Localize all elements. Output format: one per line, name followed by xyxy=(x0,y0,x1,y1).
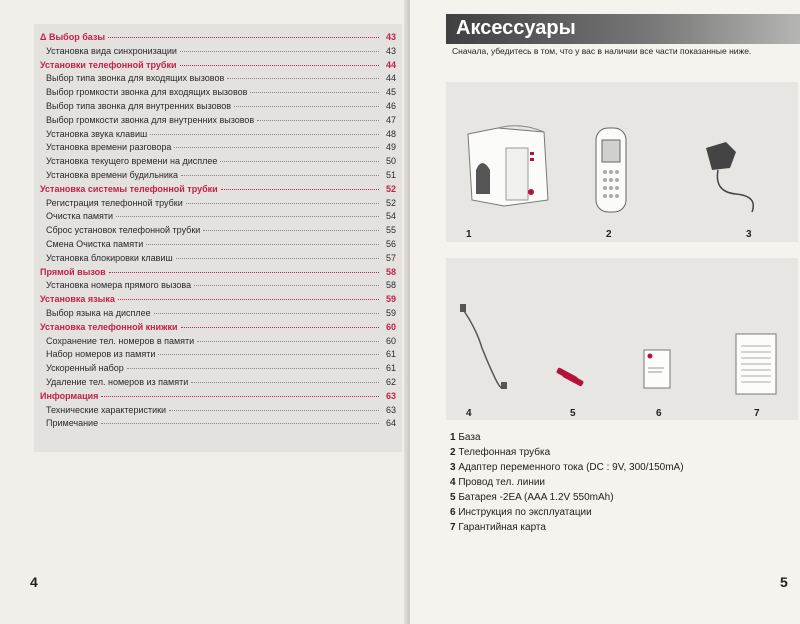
toc-page-number: 52 xyxy=(385,197,396,208)
phone-cord-illustration xyxy=(460,304,507,389)
toc-leader-dots xyxy=(257,120,379,121)
toc-leader-dots xyxy=(127,368,379,369)
right-page xyxy=(410,0,800,624)
toc-leader-dots xyxy=(176,258,379,259)
figure-label-4: 4 xyxy=(466,408,472,419)
figure-label-1: 1 xyxy=(466,229,472,240)
toc-row xyxy=(40,377,396,391)
toc-section-row xyxy=(40,184,396,198)
list-item: 3 Адаптер переменного тока (DC : 9V, 300/150mA) xyxy=(450,462,684,473)
toc-label: Технические характеристики xyxy=(46,404,167,415)
toc-page-number: 43 xyxy=(385,45,396,56)
base-unit-illustration xyxy=(468,126,548,206)
toc-page-number: 47 xyxy=(385,114,396,125)
toc-row xyxy=(40,336,396,350)
accessories-list xyxy=(450,430,684,535)
toc-section-row xyxy=(40,391,396,405)
toc-leader-dots xyxy=(150,134,379,135)
toc-label: Выбор языка на дисплее xyxy=(46,308,151,318)
list-item: 4 Провод тел. линии xyxy=(450,477,546,488)
accessories-figure-top xyxy=(446,82,798,242)
list-item: 6 Инструкция по эксплуатации xyxy=(450,507,592,518)
toc-label: Сброс установок телефонной трубки xyxy=(46,225,201,236)
toc-leader-dots xyxy=(169,410,379,411)
toc-row xyxy=(40,46,396,60)
toc-page-number: 50 xyxy=(385,156,396,167)
toc-section-row xyxy=(40,322,396,336)
toc-row xyxy=(40,253,396,267)
ac-adapter-illustration xyxy=(706,142,753,212)
toc-leader-dots xyxy=(180,65,379,66)
figure-label-5: 5 xyxy=(570,408,576,419)
toc-label: Очистка памяти xyxy=(46,211,114,222)
figure-label-3: 3 xyxy=(746,229,752,240)
toc-leader-dots xyxy=(108,37,379,38)
toc-leader-dots xyxy=(101,423,379,424)
toc-row xyxy=(40,87,396,101)
toc-label: Установка номера прямого вызова xyxy=(46,280,192,291)
toc-row xyxy=(40,170,396,184)
toc-row xyxy=(40,349,396,363)
toc-leader-dots xyxy=(101,396,379,397)
figure-label-7: 7 xyxy=(754,408,760,419)
toc-label: Установка системы телефонной трубки xyxy=(40,183,218,194)
toc-label: Установка текущего времени на дисплее xyxy=(46,156,218,167)
toc-label: Δ Выбор базы xyxy=(40,32,106,42)
toc-label: Установка языка xyxy=(40,294,115,305)
toc-leader-dots xyxy=(194,285,379,286)
batteries-illustration xyxy=(556,367,584,387)
toc-page-number: 64 xyxy=(385,418,396,429)
toc-label: Примечание xyxy=(46,418,99,429)
toc-label: Прямой вызов xyxy=(40,266,106,277)
toc-row xyxy=(40,142,396,156)
toc-row xyxy=(40,73,396,87)
toc-leader-dots xyxy=(146,244,379,245)
toc-label: Смена Очистка памяти xyxy=(46,239,144,249)
toc-label: Регистрация телефонной трубки xyxy=(46,197,183,208)
manual-illustration xyxy=(644,350,670,388)
list-item: 7 Гарантийная карта xyxy=(450,522,546,533)
warranty-card-illustration xyxy=(736,334,776,394)
toc-page-number: 51 xyxy=(385,170,396,180)
toc-row xyxy=(40,211,396,225)
toc-label: Выбор громкости звонка для входящих вызовов xyxy=(46,87,248,98)
toc-label: Удаление тел. номеров из памяти xyxy=(46,377,189,387)
toc-page-number: 44 xyxy=(385,73,396,84)
toc-leader-dots xyxy=(181,175,379,176)
toc-row xyxy=(40,198,396,212)
toc-page-number: 59 xyxy=(385,294,396,305)
toc-leader-dots xyxy=(186,203,379,204)
toc-page-number: 59 xyxy=(385,308,396,318)
toc-label: Ускоренный набор xyxy=(46,363,124,374)
toc-leader-dots xyxy=(250,92,379,93)
toc-page-number: 48 xyxy=(385,128,396,139)
toc-label: Выбор типа звонка для входящих вызовов xyxy=(46,73,225,84)
toc-section-row xyxy=(40,32,396,46)
toc-label: Установки телефонной трубки xyxy=(40,59,177,70)
toc-leader-dots xyxy=(220,161,379,162)
toc-label: Выбор типа звонка для внутренних вызовов xyxy=(46,101,232,111)
toc-page-number: 60 xyxy=(385,321,396,332)
toc-row xyxy=(40,405,396,419)
toc-page-number: 44 xyxy=(385,59,396,70)
left-page-number: 4 xyxy=(30,574,38,590)
toc-page-number: 54 xyxy=(385,211,396,222)
toc-leader-dots xyxy=(118,299,379,300)
toc-row xyxy=(40,280,396,294)
figure-top-drawing xyxy=(446,82,798,242)
toc-section-row xyxy=(40,60,396,74)
toc-page-number: 55 xyxy=(385,225,396,236)
toc-leader-dots xyxy=(158,354,379,355)
figure-label-2: 2 xyxy=(606,229,612,240)
toc-leader-dots xyxy=(191,382,379,383)
toc-row xyxy=(40,308,396,322)
toc-page-number: 63 xyxy=(385,390,396,401)
list-item: 1 База xyxy=(450,432,481,443)
toc-label: Установка блокировки клавиш xyxy=(46,252,173,263)
toc-leader-dots xyxy=(234,106,379,107)
toc-label: Установка времени будильника xyxy=(46,170,179,180)
toc-page-number: 62 xyxy=(385,377,396,387)
toc-leader-dots xyxy=(174,147,379,148)
toc-page-number: 52 xyxy=(385,183,396,194)
toc-row xyxy=(40,156,396,170)
toc-leader-dots xyxy=(181,327,380,328)
toc-leader-dots xyxy=(221,189,379,190)
toc-label: Набор номеров из памяти xyxy=(46,349,156,360)
page-title: Аксессуары xyxy=(456,17,576,39)
toc-page-number: 61 xyxy=(385,349,396,360)
toc-label: Информация xyxy=(40,390,99,401)
toc-row xyxy=(40,101,396,115)
toc-leader-dots xyxy=(197,341,379,342)
toc-page-number: 58 xyxy=(385,280,396,291)
toc-leader-dots xyxy=(203,230,379,231)
list-item: 2 Телефонная трубка xyxy=(450,447,551,458)
toc-row xyxy=(40,115,396,129)
toc-row xyxy=(40,418,396,432)
toc-page-number: 43 xyxy=(385,32,396,42)
toc-row xyxy=(40,239,396,253)
toc-page-number: 46 xyxy=(385,101,396,111)
toc-label: Установка телефонной книжки xyxy=(40,321,178,332)
toc-page-number: 61 xyxy=(385,363,396,374)
toc-page-number: 49 xyxy=(385,142,396,153)
figure-bottom-drawing xyxy=(446,258,798,420)
toc-leader-dots xyxy=(180,51,379,52)
toc-page-number: 58 xyxy=(385,266,396,277)
toc-label: Установка звука клавиш xyxy=(46,128,148,139)
toc-leader-dots xyxy=(109,272,379,273)
toc-row xyxy=(40,225,396,239)
accessories-figure-bottom xyxy=(446,258,798,420)
toc-page-number: 56 xyxy=(385,239,396,249)
list-item: 5 Батарея -2EA (AAA 1.2V 550mAh) xyxy=(450,492,614,503)
figure-label-6: 6 xyxy=(656,408,662,419)
handset-illustration xyxy=(596,128,626,212)
right-page-number: 5 xyxy=(780,574,788,590)
toc-leader-dots xyxy=(227,78,379,79)
toc-page-number: 60 xyxy=(385,335,396,346)
intro-text: Сначала, убедитесь в том, что у вас в наличии все части показанные ниже. xyxy=(452,46,752,56)
toc-leader-dots xyxy=(154,313,379,314)
toc-section-row xyxy=(40,267,396,281)
toc-row xyxy=(40,129,396,143)
toc-label: Установка времени разговора xyxy=(46,142,172,153)
toc-label: Установка вида синхронизации xyxy=(46,45,177,56)
toc-label: Выбор громкости звонка для внутренних вызовов xyxy=(46,114,255,125)
toc-label: Сохранение тел. номеров в памяти xyxy=(46,335,195,346)
toc-page-number: 63 xyxy=(385,404,396,415)
toc-leader-dots xyxy=(116,216,379,217)
toc-section-row xyxy=(40,294,396,308)
section-heading-bar xyxy=(446,14,800,44)
toc-page-number: 45 xyxy=(385,87,396,98)
toc-row xyxy=(40,363,396,377)
toc-page-number: 57 xyxy=(385,252,396,263)
